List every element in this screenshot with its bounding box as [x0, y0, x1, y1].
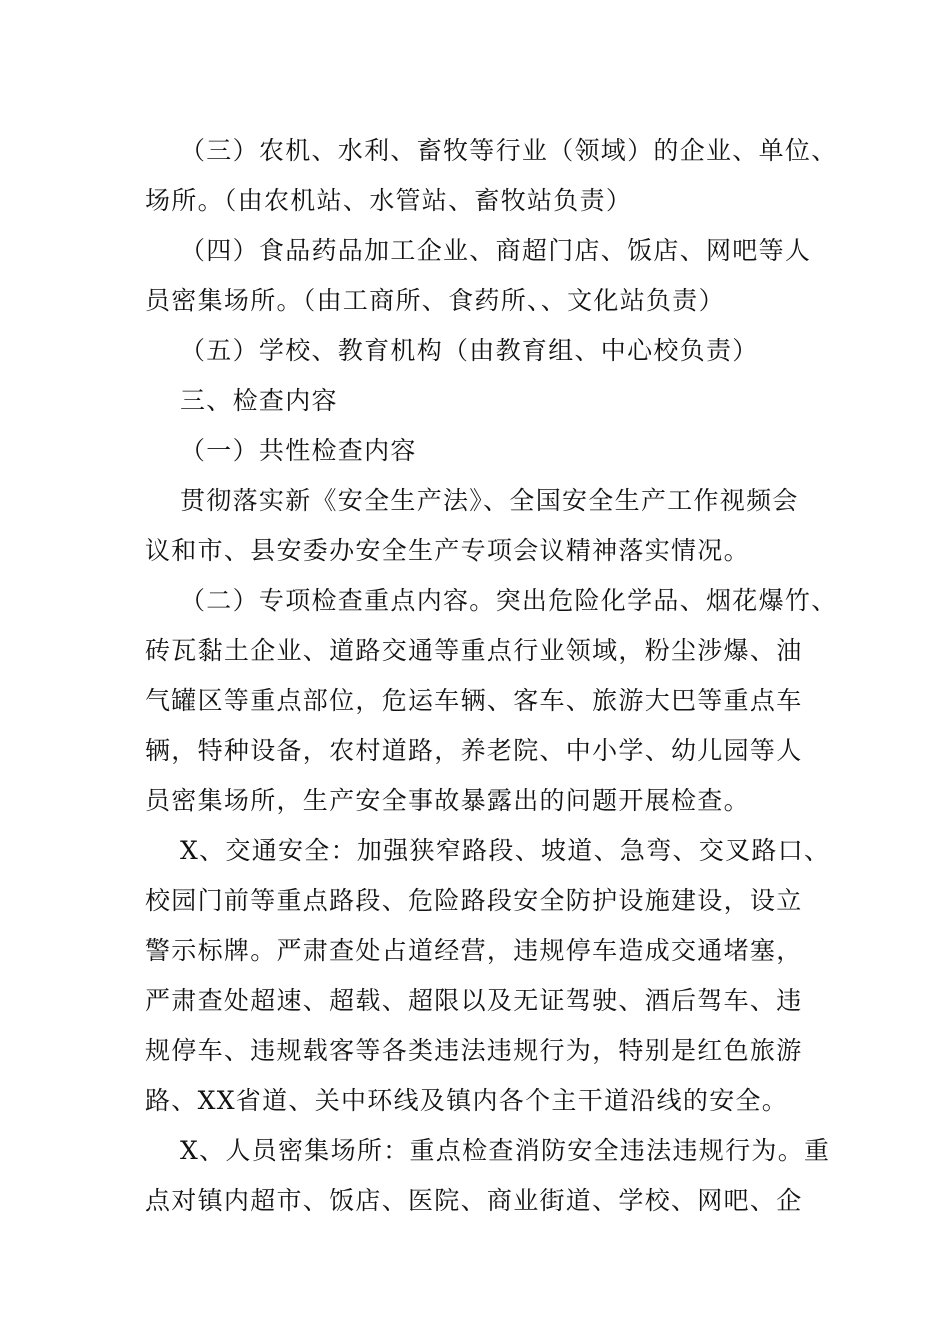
paragraph-line: 贯彻落实新《安全生产法》、全国安全生产工作视频会 [180, 486, 799, 515]
paragraph-line: X、交通安全：加强狭窄路段、坡道、急弯、交叉路口、 [180, 836, 831, 865]
paragraph-line: 议和市、县安委办安全生产专项会议精神落实情况。 [145, 536, 750, 565]
paragraph-line: 砖瓦黏土企业、道路交通等重点行业领域，粉尘涉爆、油 [145, 636, 803, 665]
paragraph-line: （二）专项检查重点内容。突出危险化学品、烟花爆竹、 [180, 586, 838, 615]
paragraph-line: X、人员密集场所：重点检查消防安全违法违规行为。重 [180, 1136, 831, 1165]
paragraph-line: 严肃查处超速、超载、超限以及无证驾驶、酒后驾车、违 [145, 986, 803, 1015]
paragraph-line: 场所。（由农机站、水管站、畜牧站负责） [145, 186, 633, 215]
paragraph-line: 员密集场所，生产安全事故暴露出的问题开展检查。 [145, 786, 750, 815]
paragraph-line: 警示标牌。严肃查处占道经营，违规停车造成交通堵塞， [145, 936, 803, 965]
paragraph-line: 路、XX省道、关中环线及镇内各个主干道沿线的安全。 [145, 1086, 789, 1115]
paragraph-line: （四）食品药品加工企业、商超门店、饭店、网吧等人 [180, 236, 812, 265]
paragraph-line: 校园门前等重点路段、危险路段安全防护设施建设，设立 [145, 886, 803, 915]
section-heading: 三、检查内容 [180, 386, 338, 415]
paragraph-line: 规停车、违规载客等各类违法违规行为，特别是红色旅游 [145, 1036, 803, 1065]
paragraph-line: 辆，特种设备，农村道路，养老院、中小学、幼儿园等人 [145, 736, 803, 765]
paragraph-line: 点对镇内超市、饭店、医院、商业街道、学校、网吧、企 [145, 1186, 803, 1215]
subsection-heading: （一）共性检查内容 [180, 436, 417, 465]
paragraph-line: 员密集场所。（由工商所、食药所、、文化站负责） [145, 286, 725, 315]
paragraph-line: （五）学校、教育机构（由教育组、中心校负责） [180, 336, 759, 365]
paragraph-line: （三）农机、水利、畜牧等行业（领域）的企业、单位、 [180, 136, 838, 165]
paragraph-line: 气罐区等重点部位，危运车辆、客车、旅游大巴等重点车 [145, 686, 803, 715]
